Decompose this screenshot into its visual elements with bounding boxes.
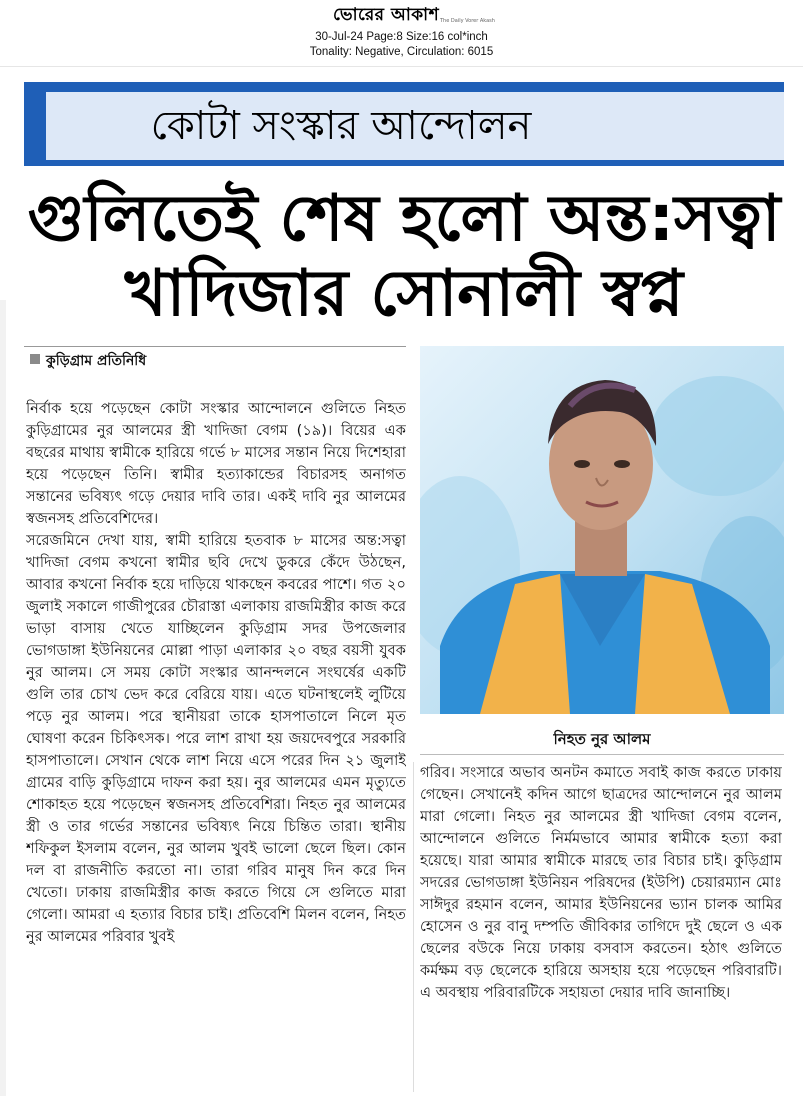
body-paragraph: সরেজমিনে দেখা যায়, স্বামী হারিয়ে হতবাক ৮ মাসের অন্ত:সত্বা খাদিজা বেগম কখনো স্বামীর ছবি দেখে ডুকরে কেঁদে উঠছেন, আবার কখনো নির্বাক হয়ে দাড়িয়ে থাকছেন কবরের পাশে। গত ২০ জুলাই সকালে গাজীপুরের চৌরাস্তা এলাকায় রাজমিস্ত্রীর কাজ করে ভাড়া বাসায় খেতে যাচ্ছিলেন কুড়িগ্রাম সদর উপজেলার ভোগডাঙ্গা ইউনিয়নের মোল্লা পাড়া এলাকার ২০ বছর বয়সী যুবক নুর আলম। সে সময় কোটা সংস্কার আনন্দলনে সংঘর্ষের একটি গুলি তার চোখ ভেদ করে বেরিয়ে যায়। এতে ঘটনাস্থলেই লুটিয়ে পড়ে নুর আলম। পরে স্থানীয়রা তাকে হাসপাতালে নিলে মৃত ঘোষণা করেন চিকিৎসক। পরে লাশ রাখা হয় জয়দেবপুরে সরকারি হাসপাতালে। সেখান থেকে লাশ নিয়ে এসে পরের দিন ২১ জুলাই গ্রামের বাড়ি কুড়িগ্রামে দাফন করা হয়। নুর আলমের এমন মৃত্যুতে শোকাহত হয়ে পড়েছেন স্বজনসহ প্রতিবেশিরা। নিহত নুর আলমের স্ত্রী ও তার গর্ভের সন্তানের ভবিষ্যৎ নিয়ে চিন্তিত তারা। স্থানীয় শফিকুল ইসলাম বলেন, নুর আলম খুবই ভালো ছেলে ছিল। কোন দল বা রাজনীতি করতো না। তারা গরিব মানুষ দিন করে দিন খেতো। ঢাকায় রাজমিস্ত্রীর কাজ করতে গিয়ে সে গুলিতে মারা গেলো। আমরা এ হত্যার বিচার চাই। প্রতিবেশি মিলন বলেন, নিহত নুর আলমের পরিবার খুবই [26,532,406,945]
header-divider [0,66,803,67]
headline-line-2: খাদিজার সোনালী স্বপ্ন [124,257,684,331]
photo-caption: নিহত নুর আলম [553,730,651,748]
body-paragraph: গরিব। সংসারে অভাব অনটন কমাতে সবাই কাজ করতে ঢাকায় গেছেন। সেখানেই কদিন আগে ছাত্রদের আন্দোলনে নুর আলম মারা গেলো। নিহত নুর আলমের স্ত্রী খাদিজা বেগম বলেন, আন্দোলনে গুলিতে নির্মমভাবে আমার স্বামীকে হত্যা করা হয়েছে। যারা আমার স্বামীকে মারছে তার বিচার চাই। কুড়িগ্রাম সদরের ভোগডাঙ্গা ইউনিয়ন পরিষদের (ইউপি) চেয়ারম্যান মোঃ সাঈদুর রহমান বলেন, আমার ইউনিয়নের ভ্যান চালক আমির হোসেন ও নুর বানু দম্পতি জীবিকার তাগিদে দুই ছেলে ও এক ছেলের বউকে নিয়ে ঢাকায় বসবাস করতেন। হঠাৎ গুলিতে কর্মক্ষম বড় ছেলেকে হারিয়ে অসহায় হয়ে পড়েছেন পরিবারটি। এ অবস্থায় পরিবারটিকে সহায়তা দেয়ার দাবি জানাচ্ছি। [420,764,782,1001]
newspaper-tagline: The Daily Vorer Akash [440,18,495,24]
byline [24,346,406,371]
article-body-right-column [420,762,782,1096]
masthead [0,0,803,66]
headline-line-1: গুলিতেই শেষ হলো অন্ত:সত্বা [27,182,781,256]
byline-square-icon [30,354,40,364]
byline-text: কুড়িগ্রাম প্রতিনিধি [46,353,147,369]
body-paragraph: নির্বাক হয়ে পড়েছেন কোটা সংস্কার আন্দোলনে গুলিতে নিহত কুড়িগ্রামের নুর আলমের স্ত্রী খাদিজা বেগম (১৯)। বিয়ের এক বছরের মাথায় স্বামীকে হারিয়ে গর্ভে ৮ মাসের সন্তান নিয়ে দিশেহারা হয়ে পড়েছেন তিনি। স্বামীর হত্যাকান্ডের বিচারসহ অনাগত সন্তানের ভবিষ্যৎ গড়ে দেয়ার দাবি তার। একই দাবি নুর আলমের স্বজনসহ প্রতিবেশিদের। [26,400,406,527]
portrait-illustration [420,346,784,714]
page-edge-shade [0,300,6,1096]
caption-divider [420,754,784,755]
clipping-meta-tonality: Tonality: Negative, Circulation: 6015 [309,46,494,58]
newspaper-logo: ভোরের আকাশ [333,5,440,25]
article-kicker: কোটা সংস্কার আন্দোলন [150,103,532,149]
clipping-meta-date-page: 30-Jul-24 Page:8 Size:16 col*inch [315,31,488,43]
article-body-left-column [26,398,406,1088]
column-divider [413,762,414,1092]
article-photo [420,346,784,714]
